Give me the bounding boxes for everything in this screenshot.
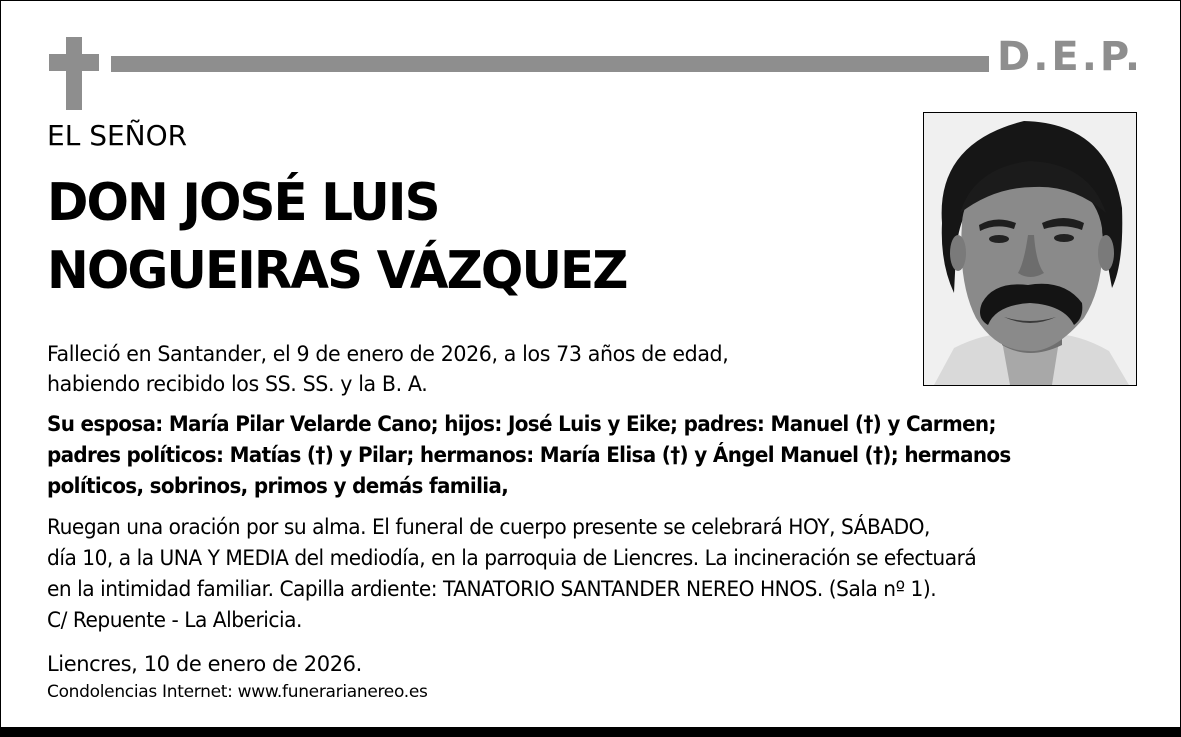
death-notice-line: Falleció en Santander, el 9 de enero de 2026, a los 73 años de edad, [47,342,729,366]
deceased-name [47,169,627,305]
deceased-portrait [923,112,1137,386]
dep-label: D.E.P. [997,34,1144,80]
death-notice [47,339,728,399]
death-notice-line: habiendo recibido los SS. SS. y la B. A. [47,372,428,396]
honorific: EL SEÑOR [47,119,188,152]
funeral-announcement [47,512,1015,636]
name-line: DON JOSÉ LUIS [47,173,439,233]
bottom-rule [0,727,1181,737]
family-line: Su esposa: María Pilar Velarde Cano; hijos: José Luis y Eike; padres: Manuel (†) y Carmen; [47,412,996,436]
announcement-line: C/ Repuente - La Albericia. [47,608,302,632]
family-list [47,409,1157,502]
announcement-line: día 10, a la UNA Y MEDIA del mediodía, en la parroquia de Liencres. La incineración se efectuará [47,546,977,570]
condolences-link: Condolencias Internet: www.funerarianereo.es [47,682,428,702]
cross-icon [49,37,99,110]
family-line: políticos, sobrinos, primos y demás familia, [47,474,509,498]
announcement-line: Ruegan una oración por su alma. El funeral de cuerpo presente se celebrará HOY, SÁBADO, [47,515,930,539]
name-line: NOGUEIRAS VÁZQUEZ [47,241,627,301]
header-rule [111,56,989,72]
place-date: Liencres, 10 de enero de 2026. [47,652,362,676]
announcement-line: en la intimidad familiar. Capilla ardiente: TANATORIO SANTANDER NEREO HNOS. (Sala nº 1). [47,577,937,601]
family-line: padres políticos: Matías (†) y Pilar; hermanos: María Elisa (†) y Ángel Manuel (†); hermanos [47,443,1011,467]
